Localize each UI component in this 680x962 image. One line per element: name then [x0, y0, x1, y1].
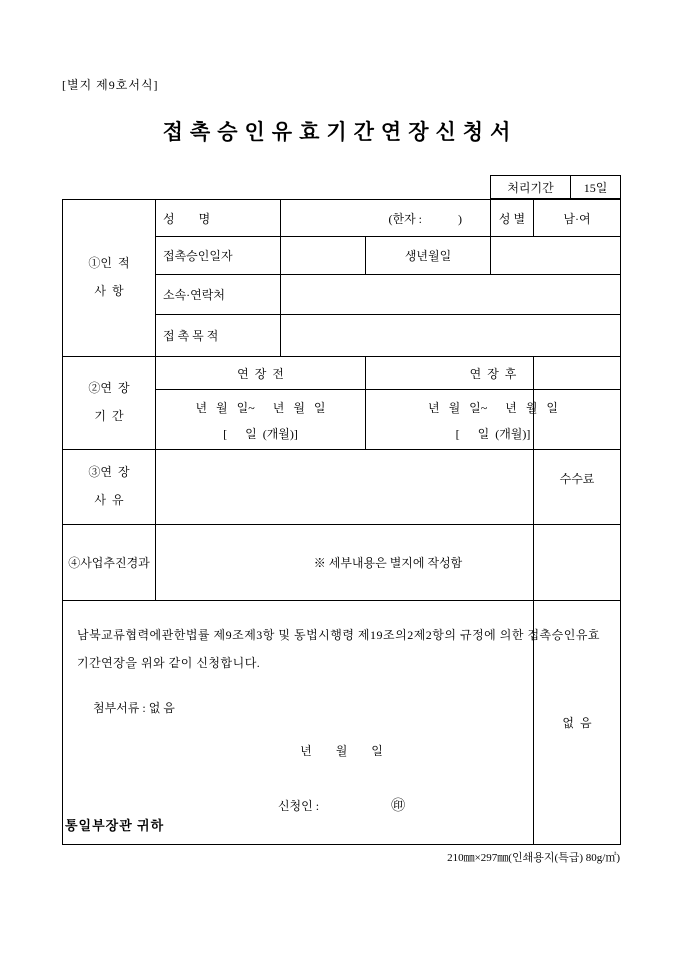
processing-period-label: 처리기간 [491, 176, 571, 199]
fee-table [533, 356, 621, 845]
seal-icon: ㊞ [391, 799, 406, 814]
fee-value-row [534, 601, 621, 845]
section-personal-info [63, 200, 156, 357]
before-extension-field [156, 390, 366, 450]
purpose-label: 접 촉 목 적 [156, 315, 281, 357]
after-duration-line: [ 일 (개월)] [455, 426, 531, 441]
section-extension-line1: ②연 장 [88, 381, 130, 396]
affiliation-label: 소속·연락처 [156, 275, 281, 315]
before-range-line: 년 월 일~ 년 월 일 [195, 400, 326, 415]
before-duration-line: [ 일 (개월)] [223, 426, 298, 441]
processing-period-table [490, 175, 621, 199]
paper-spec: 210㎜×297㎜(인쇄용지(특급) 80g/㎡) [447, 852, 620, 864]
date-line: 년 월 일 [300, 744, 383, 758]
birth-date-label: 생년월일 [366, 237, 491, 275]
name-label: 성 명 [156, 200, 281, 237]
gender-options: 남·여 [534, 200, 621, 237]
addressee: 통일부장관 귀하 [65, 818, 165, 833]
fee-label: 수수료 [534, 357, 621, 601]
birth-date-field [491, 237, 621, 275]
section-personal-line1: ①인 적 [88, 256, 130, 271]
processing-period-row [491, 176, 621, 199]
section-extension-line2: 기 간 [94, 409, 124, 423]
section-extension-reason [63, 450, 156, 525]
section-reason-line1: ③연 장 [88, 465, 130, 480]
applicant-label: 신청인 : [277, 799, 320, 813]
fee-value: 없 음 [534, 601, 621, 845]
before-extension-header: 연 장 전 [156, 357, 366, 390]
purpose-field [281, 315, 621, 357]
declaration-text: 남북교류협력에관한법률 제9조제3항 및 동법시행령 제19조의2제2항의 규정에 의한 접촉승인유효기간연장을 위와 같이 신청합니다. [77, 628, 600, 670]
after-range-line: 년 월 일~ 년 월 일 [427, 400, 559, 415]
section-progress: ④사업추진경과 [63, 525, 156, 601]
gender-label: 성 별 [491, 200, 534, 237]
approval-date-label: 접촉승인일자 [156, 237, 281, 275]
attachments-line: 첨부서류 : 없 음 [93, 701, 175, 715]
after-extension-header: 연 장 후 [366, 357, 621, 390]
hanja-field: (한자 : ) [281, 200, 491, 237]
form-title: 접촉승인유효기간연장신청서 [162, 121, 518, 144]
name-row [63, 200, 621, 237]
progress-note: ※ 세부내용은 별지에 작성함 [156, 525, 621, 601]
section-personal-line2: 사 항 [94, 284, 124, 298]
declaration-row [63, 601, 621, 845]
application-form-table [62, 199, 621, 845]
approval-date-field [281, 237, 366, 275]
fee-label-row [534, 357, 621, 601]
section-extension-period [63, 357, 156, 450]
form-reference: [별지 제9호서식] [62, 78, 159, 92]
affiliation-field [281, 275, 621, 315]
section-reason-line2: 사 유 [94, 493, 124, 507]
processing-period-value: 15일 [571, 176, 621, 199]
